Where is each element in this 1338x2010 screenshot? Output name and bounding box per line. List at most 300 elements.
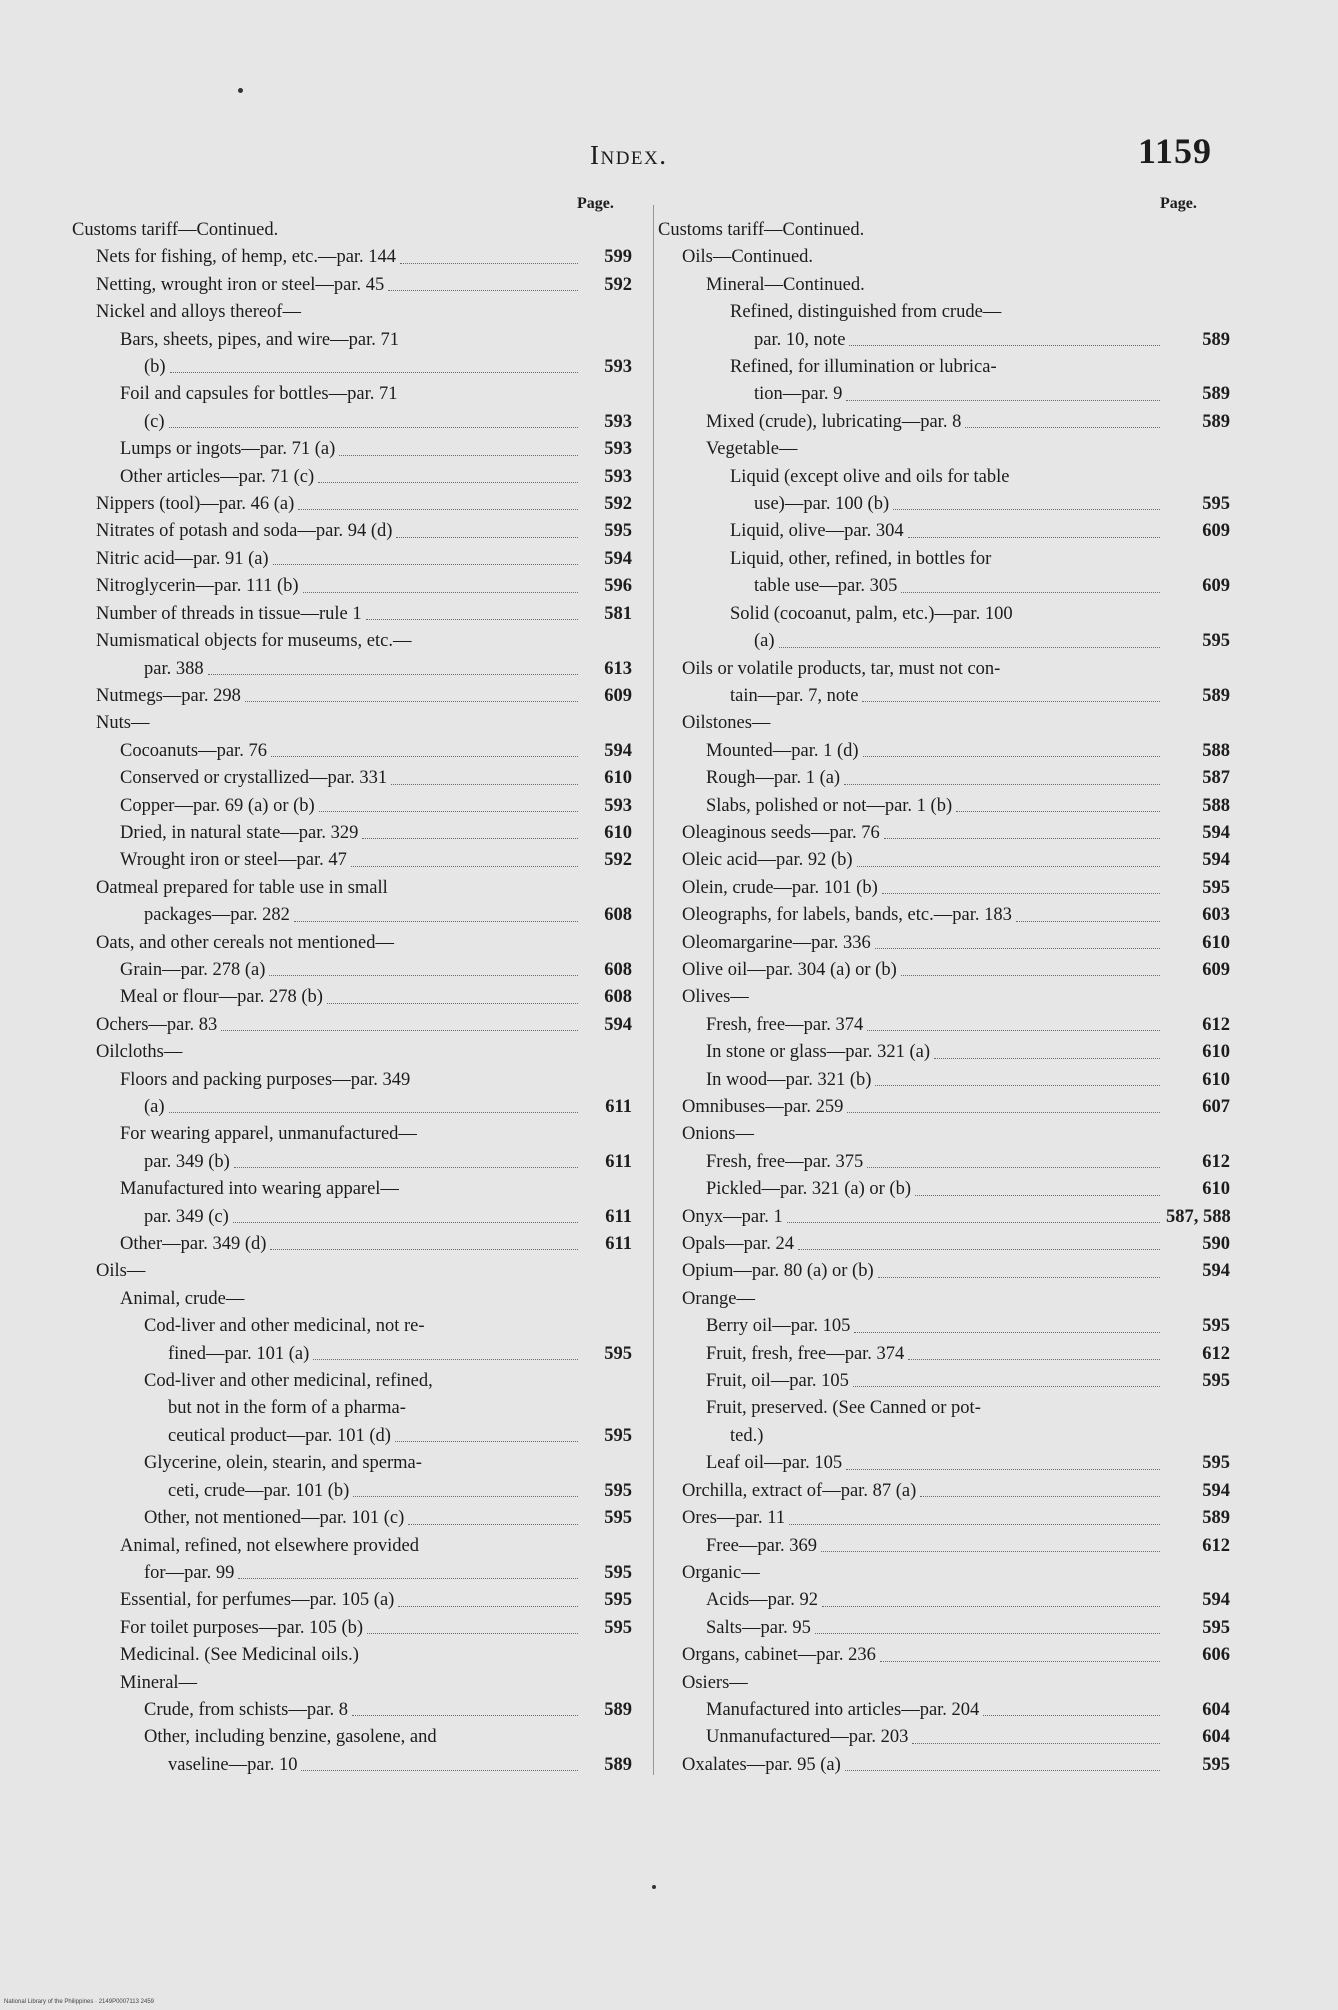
dot-leader <box>875 1085 1160 1086</box>
index-entry <box>658 1286 1230 1313</box>
index-entry-text: Number of threads in tissue—rule 1 <box>96 603 362 624</box>
index-entry <box>72 902 632 929</box>
dot-leader <box>400 263 578 264</box>
index-entry-page: 593 <box>604 439 632 460</box>
index-entry-page: 612 <box>1202 1014 1230 1035</box>
index-entry <box>658 1533 1230 1560</box>
index-entry-text: Liquid (except olive and oils for table <box>730 466 1010 487</box>
index-entry <box>658 1313 1230 1340</box>
index-entry-text: Manufactured into wearing apparel— <box>120 1179 399 1200</box>
index-entry <box>72 1012 632 1039</box>
index-entry-page: 599 <box>604 247 632 268</box>
index-entry <box>658 1368 1230 1395</box>
index-entry <box>658 847 1230 874</box>
index-entry-text: Liquid, other, refined, in bottles for <box>730 548 992 569</box>
index-entry-text: Foil and capsules for bottles—par. 71 <box>120 384 398 405</box>
index-entry <box>658 464 1230 491</box>
index-entry-text: For wearing apparel, unmanufactured— <box>120 1124 417 1145</box>
print-speck <box>652 1885 656 1889</box>
index-entry-text: Osiers— <box>682 1672 748 1693</box>
dot-leader <box>862 701 1160 702</box>
index-entry-text: Cod-liver and other medicinal, refined, <box>144 1371 433 1392</box>
index-entry-text: Nitroglycerin—par. 111 (b) <box>96 576 299 597</box>
index-entry-page: 589 <box>1202 685 1230 706</box>
index-entry-text: Manufactured into articles—par. 204 <box>706 1699 980 1720</box>
index-entry <box>658 1642 1230 1669</box>
index-entry-page: 595 <box>604 1425 632 1446</box>
index-entry-text: Animal, refined, not elsewhere provided <box>120 1535 419 1556</box>
index-entry-text: (a) <box>144 1097 165 1117</box>
index-entry <box>658 1204 1230 1231</box>
dot-leader <box>787 1222 1160 1223</box>
dot-leader <box>303 592 578 593</box>
index-entry <box>658 244 1230 271</box>
dot-leader <box>319 811 578 812</box>
dot-leader <box>298 509 578 510</box>
index-entry-text: ceutical product—par. 101 (d) <box>168 1425 391 1446</box>
index-entry-page: 589 <box>1202 1508 1230 1529</box>
index-entry-text: Pickled—par. 321 (a) or (b) <box>706 1179 911 1200</box>
dot-leader <box>353 1496 578 1497</box>
dot-leader <box>169 1112 578 1113</box>
index-entry-text: Nitric acid—par. 91 (a) <box>96 548 269 569</box>
index-entry-text: Leaf oil—par. 105 <box>706 1453 843 1474</box>
index-entry-text: Animal, crude— <box>120 1288 245 1309</box>
dot-leader <box>956 811 1160 812</box>
index-entry-page: 610 <box>1202 932 1230 953</box>
index-entry-page: 610 <box>1202 1179 1230 1200</box>
index-entry <box>658 436 1230 463</box>
index-entry <box>72 1642 632 1669</box>
index-entry <box>72 546 632 573</box>
dot-leader <box>867 1030 1160 1031</box>
index-entry-text: Fresh, free—par. 375 <box>706 1151 864 1172</box>
index-entry-page: 595 <box>604 1562 632 1583</box>
index-entry-page: 588 <box>1202 795 1230 816</box>
index-entry-text: Oleomargarine—par. 336 <box>682 932 871 953</box>
index-entry-page: 592 <box>604 274 632 295</box>
index-entry-page: 612 <box>1202 1151 1230 1172</box>
index-entry-text: Other, not mentioned—par. 101 (c) <box>144 1508 405 1529</box>
dot-leader <box>853 1386 1160 1387</box>
page-column-label: Page. <box>577 195 614 212</box>
index-entry <box>72 1258 632 1285</box>
dot-leader <box>779 647 1160 648</box>
index-entry-text: packages—par. 282 <box>144 905 290 926</box>
index-entry-text: Essential, for perfumes—par. 105 (a) <box>120 1590 395 1611</box>
index-entry <box>72 1505 632 1532</box>
index-entry <box>658 601 1230 628</box>
index-entry-text: Olives— <box>682 987 749 1008</box>
index-entry <box>72 656 632 683</box>
index-entry <box>72 327 632 354</box>
index-entry-text: Mounted—par. 1 (d) <box>706 740 859 761</box>
index-entry <box>658 409 1230 436</box>
dot-leader <box>934 1058 1160 1059</box>
index-entry <box>72 299 632 326</box>
index-entry <box>658 957 1230 984</box>
index-entry-page: 612 <box>1202 1535 1230 1556</box>
index-entry <box>658 1258 1230 1285</box>
index-entry-list <box>658 217 1230 1779</box>
dot-leader <box>388 290 578 291</box>
index-entry <box>658 1176 1230 1203</box>
dot-leader <box>352 1715 578 1716</box>
index-entry <box>72 1313 632 1340</box>
index-entry-page: 609 <box>1202 521 1230 542</box>
dot-leader <box>391 784 578 785</box>
dot-leader <box>367 1633 578 1634</box>
dot-leader <box>408 1524 578 1525</box>
index-entry-page: 595 <box>1202 1617 1230 1638</box>
index-entry-page: 587 <box>1202 768 1230 789</box>
index-entry <box>658 1560 1230 1587</box>
index-entry <box>658 1697 1230 1724</box>
index-entry-page: 594 <box>604 1014 632 1035</box>
dot-leader <box>846 400 1160 401</box>
print-speck <box>238 88 243 93</box>
index-entry-text: Orange— <box>682 1288 755 1309</box>
index-entry <box>72 1176 632 1203</box>
dot-leader <box>339 455 578 456</box>
index-entry-page: 593 <box>604 411 632 432</box>
index-entry <box>72 875 632 902</box>
dot-leader <box>351 866 578 867</box>
index-entry-page: 603 <box>1202 905 1230 926</box>
index-entry-page: 608 <box>604 987 632 1008</box>
index-entry <box>72 793 632 820</box>
index-entry <box>658 1615 1230 1642</box>
index-entry-text: Fruit, oil—par. 105 <box>706 1371 849 1392</box>
index-entry <box>72 1231 632 1258</box>
index-entry-page: 590 <box>1202 1234 1230 1255</box>
dot-leader <box>395 1441 578 1442</box>
index-entry <box>72 573 632 600</box>
index-entry-text: Nets for fishing, of hemp, etc.—par. 144 <box>96 247 397 268</box>
dot-leader <box>912 1743 1160 1744</box>
index-entry <box>72 1560 632 1587</box>
index-entry <box>72 354 632 381</box>
dot-leader <box>362 838 578 839</box>
index-entry-page: 609 <box>1202 959 1230 980</box>
index-entry <box>72 1094 632 1121</box>
index-entry-text: Vegetable— <box>706 439 798 460</box>
index-entry-page: 610 <box>1202 1042 1230 1063</box>
dot-leader <box>270 1249 578 1250</box>
dot-leader <box>920 1496 1160 1497</box>
index-entry-text: Unmanufactured—par. 203 <box>706 1727 909 1748</box>
index-entry <box>72 628 632 655</box>
index-entry-text: In wood—par. 321 (b) <box>706 1069 872 1090</box>
index-entry-text: ceti, crude—par. 101 (b) <box>168 1480 350 1501</box>
index-entry-page: 609 <box>1202 576 1230 597</box>
index-entry-page: 581 <box>604 603 632 624</box>
index-entry <box>72 683 632 710</box>
index-entry-page: 607 <box>1202 1097 1230 1117</box>
index-entry-page: 589 <box>604 1699 632 1720</box>
index-entry-page: 611 <box>605 1234 632 1255</box>
index-entry-page: 595 <box>604 1343 632 1364</box>
index-entry-text: Meal or flour—par. 278 (b) <box>120 987 323 1008</box>
index-entry-text: Other articles—par. 71 (c) <box>120 466 315 487</box>
dot-leader <box>822 1606 1160 1607</box>
index-entry-text: Netting, wrought iron or steel—par. 45 <box>96 274 385 295</box>
index-entry <box>658 217 1230 244</box>
index-entry <box>658 1587 1230 1614</box>
index-entry <box>72 601 632 628</box>
dot-leader <box>863 756 1160 757</box>
index-entry <box>72 738 632 765</box>
dot-leader <box>901 975 1160 976</box>
index-entry-page: 611 <box>605 1151 632 1172</box>
dot-leader <box>789 1524 1160 1525</box>
index-entry-page: 595 <box>604 1617 632 1638</box>
index-entry <box>658 738 1230 765</box>
index-entry <box>72 1067 632 1094</box>
index-entry-text: par. 10, note <box>754 329 846 350</box>
index-entry-text: (c) <box>144 411 165 432</box>
index-entry <box>72 984 632 1011</box>
index-entry-text: Onions— <box>682 1124 754 1145</box>
dot-leader <box>915 1195 1160 1196</box>
index-entry-text: use)—par. 100 (b) <box>754 494 890 515</box>
index-entry-text: Orchilla, extract of—par. 87 (a) <box>682 1480 917 1501</box>
index-entry <box>658 1149 1230 1176</box>
index-entry <box>658 299 1230 326</box>
index-entry <box>658 902 1230 929</box>
index-entry-page: 612 <box>1202 1343 1230 1364</box>
index-entry <box>658 1423 1230 1450</box>
dot-leader <box>844 784 1160 785</box>
index-entry-text: Bars, sheets, pipes, and wire—par. 71 <box>120 329 399 350</box>
dot-leader <box>271 756 578 757</box>
index-entry-text: Oatmeal prepared for table use in small <box>96 877 388 898</box>
index-entry-text: Free—par. 369 <box>706 1535 817 1556</box>
dot-leader <box>878 1277 1160 1278</box>
index-entry-text: Oxalates—par. 95 (a) <box>682 1754 841 1775</box>
index-entry <box>658 518 1230 545</box>
index-entry-page: 610 <box>1202 1069 1230 1090</box>
index-entry-text: Nutmegs—par. 298 <box>96 685 241 706</box>
index-entry-text: Fruit, fresh, free—par. 374 <box>706 1343 905 1364</box>
index-entry-page: 594 <box>604 740 632 761</box>
dot-leader <box>398 1606 578 1607</box>
index-entry-list <box>72 217 632 1779</box>
index-entry-page: 592 <box>604 494 632 515</box>
index-entry-text: Nickel and alloys thereof— <box>96 302 301 323</box>
dot-leader <box>857 866 1160 867</box>
index-entry-page: 592 <box>604 850 632 871</box>
dot-leader <box>238 1578 578 1579</box>
index-entry <box>658 1450 1230 1477</box>
index-entry-page: 595 <box>1202 1316 1230 1337</box>
index-entry <box>658 327 1230 354</box>
index-entry <box>658 656 1230 683</box>
index-entry-text: Mixed (crude), lubricating—par. 8 <box>706 411 962 432</box>
dot-leader <box>269 975 578 976</box>
index-entry-text: Olein, crude—par. 101 (b) <box>682 877 878 898</box>
index-entry-text: Opals—par. 24 <box>682 1234 795 1255</box>
index-entry <box>658 875 1230 902</box>
index-entry-text: Oils— <box>96 1261 146 1282</box>
index-entry <box>658 354 1230 381</box>
index-entry-text: Solid (cocoanut, palm, etc.)—par. 100 <box>730 603 1013 624</box>
index-entry <box>72 1697 632 1724</box>
index-entry-text: table use—par. 305 <box>754 576 898 597</box>
index-entry <box>72 710 632 737</box>
dot-leader <box>849 345 1160 346</box>
index-entry-page: 594 <box>1202 822 1230 843</box>
index-entry-page: 594 <box>1202 850 1230 871</box>
index-entry-text: Crude, from schists—par. 8 <box>144 1699 348 1720</box>
index-entry-text: Mineral— <box>120 1672 198 1693</box>
index-entry-text: Other—par. 349 (d) <box>120 1234 267 1255</box>
index-entry-text: Opium—par. 80 (a) or (b) <box>682 1261 874 1282</box>
dot-leader <box>313 1359 578 1360</box>
index-entry-text: Oilcloths— <box>96 1042 183 1063</box>
dot-leader <box>846 1469 1160 1470</box>
index-entry-text: Ores—par. 11 <box>682 1508 786 1529</box>
index-entry-page: 587, 588 <box>1166 1206 1231 1227</box>
index-entry-text: For toilet purposes—par. 105 (b) <box>120 1617 364 1638</box>
dot-leader <box>893 509 1160 510</box>
index-entry-text: Oats, and other cereals not mentioned— <box>96 932 394 953</box>
index-entry <box>658 1012 1230 1039</box>
dot-leader <box>983 1715 1160 1716</box>
index-entry <box>72 1587 632 1614</box>
dot-leader <box>845 1770 1160 1771</box>
page-column-label: Page. <box>1160 195 1197 212</box>
index-entry-text: Refined, for illumination or lubrica- <box>730 357 997 378</box>
index-entry-text: In stone or glass—par. 321 (a) <box>706 1042 931 1063</box>
index-entry <box>658 1121 1230 1148</box>
index-entry <box>72 1724 632 1751</box>
dot-leader <box>821 1551 1160 1552</box>
dot-leader <box>301 1770 578 1771</box>
index-entry <box>658 1341 1230 1368</box>
index-entry-text: Conserved or crystallized—par. 331 <box>120 768 388 789</box>
index-entry-text: Glycerine, olein, stearin, and sperma- <box>144 1453 422 1474</box>
index-entry <box>658 1039 1230 1066</box>
index-entry-page: 595 <box>1202 1453 1230 1474</box>
index-entry-text: fined—par. 101 (a) <box>168 1343 310 1364</box>
dot-leader <box>901 592 1160 593</box>
dot-leader <box>169 427 578 428</box>
index-entry <box>72 1039 632 1066</box>
index-entry-text: Customs tariff—Continued. <box>72 220 279 240</box>
index-entry <box>658 1067 1230 1094</box>
index-entry <box>72 1368 632 1395</box>
index-entry-text: tion—par. 9 <box>754 384 843 405</box>
index-entry <box>658 1478 1230 1505</box>
index-entry <box>72 957 632 984</box>
dot-leader <box>396 537 578 538</box>
index-entry-text: Oilstones— <box>682 713 771 734</box>
index-entry-page: 595 <box>1202 1754 1230 1775</box>
index-entry-text: Fresh, free—par. 374 <box>706 1014 864 1035</box>
index-entry <box>658 683 1230 710</box>
index-entry-text: Omnibuses—par. 259 <box>682 1097 844 1117</box>
index-entry-text: Other, including benzine, gasolene, and <box>144 1727 437 1748</box>
index-entry <box>658 1094 1230 1121</box>
index-entry-page: 595 <box>604 1480 632 1501</box>
dot-leader <box>847 1112 1160 1113</box>
dot-leader <box>880 1661 1160 1662</box>
index-entry <box>658 1670 1230 1697</box>
index-entry-text: Floors and packing purposes—par. 349 <box>120 1069 411 1090</box>
index-entry-text: Liquid, olive—par. 304 <box>730 521 904 542</box>
index-entry-page: 608 <box>604 905 632 926</box>
index-entry-page: 610 <box>604 822 632 843</box>
index-entry-text: Oleaginous seeds—par. 76 <box>682 822 880 843</box>
index-entry <box>72 1204 632 1231</box>
index-entry-text: Ochers—par. 83 <box>96 1014 218 1035</box>
index-entry <box>72 1149 632 1176</box>
index-entry <box>658 984 1230 1011</box>
dot-leader <box>273 564 578 565</box>
index-entry-text: Olive oil—par. 304 (a) or (b) <box>682 959 897 980</box>
index-entry-text: Dried, in natural state—par. 329 <box>120 822 359 843</box>
index-entry-page: 594 <box>604 548 632 569</box>
dot-leader <box>170 372 578 373</box>
dot-leader <box>366 619 578 620</box>
index-entry-page: 610 <box>604 768 632 789</box>
index-entry-text: Nitrates of potash and soda—par. 94 (d) <box>96 521 393 542</box>
index-entry <box>658 573 1230 600</box>
dot-leader <box>908 1359 1160 1360</box>
index-entry-text: par. 388 <box>144 658 204 679</box>
dot-leader <box>884 838 1160 839</box>
index-entry-text: Oleographs, for labels, bands, etc.—par. 183 <box>682 905 1012 926</box>
dot-leader <box>208 674 578 675</box>
index-entry <box>658 1231 1230 1258</box>
index-entry-text: Numismatical objects for museums, etc.— <box>96 631 412 652</box>
index-entry <box>658 793 1230 820</box>
index-entry-text: ted.) <box>730 1425 764 1446</box>
index-entry-text: Berry oil—par. 105 <box>706 1316 851 1337</box>
index-entry-page: 608 <box>604 959 632 980</box>
index-entry <box>658 1724 1230 1751</box>
dot-leader <box>233 1222 578 1223</box>
dot-leader <box>908 537 1160 538</box>
index-entry-page: 611 <box>605 1097 632 1117</box>
index-entry-page: 595 <box>1202 1371 1230 1392</box>
page-title: Index. <box>590 140 668 170</box>
index-entry <box>658 491 1230 518</box>
index-entry-text: Oils—Continued. <box>682 247 814 268</box>
index-entry <box>658 381 1230 408</box>
dot-leader <box>234 1167 578 1168</box>
index-entry-page: 604 <box>1202 1727 1230 1748</box>
index-entry-page: 594 <box>1202 1261 1230 1282</box>
index-entry <box>72 847 632 874</box>
index-entry <box>72 244 632 271</box>
index-entry-text: Cod-liver and other medicinal, not re- <box>144 1316 425 1337</box>
library-stamp: National Library of the Philippines · 2149P0007113 2459 <box>4 1999 154 2005</box>
index-entry-text: Fruit, preserved. (See Canned or pot- <box>706 1398 981 1419</box>
index-entry-text: Acids—par. 92 <box>706 1590 819 1611</box>
index-entry-text: but not in the form of a pharma- <box>168 1398 406 1419</box>
index-entry <box>72 930 632 957</box>
index-entry-text: Slabs, polished or not—par. 1 (b) <box>706 795 953 816</box>
index-entry-page: 609 <box>604 685 632 706</box>
index-entry <box>72 1752 632 1779</box>
index-entry <box>72 1286 632 1313</box>
index-entry-page: 613 <box>604 658 632 679</box>
index-entry-text: Oils or volatile products, tar, must not con- <box>682 658 1001 679</box>
index-entry <box>72 1615 632 1642</box>
index-entry-text: Wrought iron or steel—par. 47 <box>120 850 347 871</box>
